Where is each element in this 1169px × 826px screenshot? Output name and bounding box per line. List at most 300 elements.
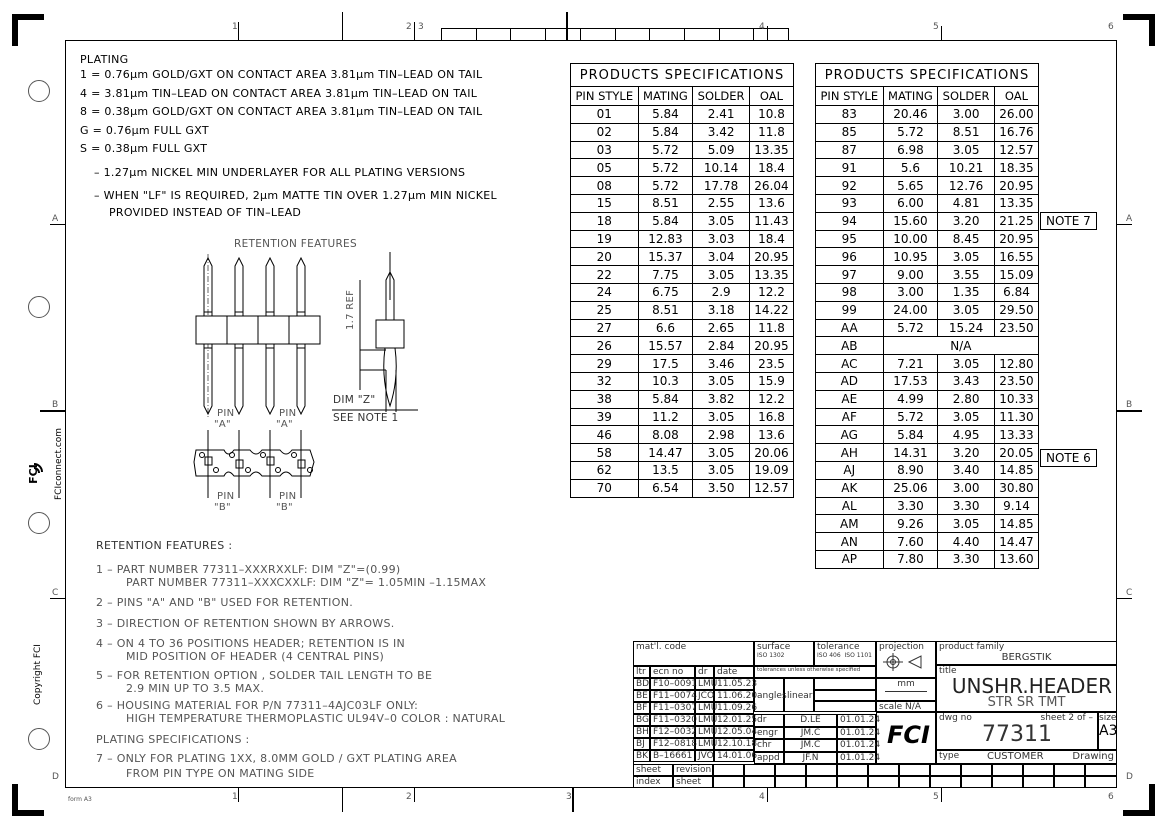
rev-letter: BD	[633, 678, 650, 690]
solder-cell: 4.40	[938, 533, 995, 551]
solder-cell: 3.20	[938, 444, 995, 462]
table-row	[571, 337, 794, 355]
pin-style-cell: 39	[571, 408, 639, 426]
pin-style-cell: AF	[816, 408, 884, 426]
pin-b-label: PIN	[217, 491, 235, 502]
oal-cell: 6.84	[994, 283, 1038, 301]
solder-cell: 12.76	[938, 177, 995, 195]
mating-cell: 3.30	[883, 497, 938, 515]
pin-style-cell: 83	[816, 106, 884, 124]
see-note-label: SEE NOTE 1	[333, 412, 399, 424]
index-grid-cell	[1054, 776, 1085, 788]
mating-cell: 14.47	[638, 444, 693, 462]
index-grid-cell	[961, 776, 992, 788]
table-row	[816, 390, 1039, 408]
oal-cell: 13.6	[749, 194, 793, 212]
pin-style-cell: 25	[571, 301, 639, 319]
solder-cell: 3.05	[938, 141, 995, 159]
table-row	[816, 194, 1039, 212]
pin-style-cell: 70	[571, 479, 639, 497]
mating-cell: 5.72	[638, 141, 693, 159]
pin-style-cell: 01	[571, 106, 639, 124]
zone-label: A	[52, 214, 59, 224]
mating-cell: 17.5	[638, 355, 693, 373]
mating-cell: 5.84	[638, 123, 693, 141]
mating-cell: 15.60	[883, 212, 938, 230]
zone-label: B	[52, 400, 59, 410]
solder-cell: 2.80	[938, 390, 995, 408]
drawing-title-main: UNSHR.HEADER	[951, 674, 1112, 698]
oal-cell: 26.04	[749, 177, 793, 195]
zone-label: 5	[933, 22, 939, 32]
solder-cell: 10.14	[693, 159, 750, 177]
solder-cell: 2.9	[693, 283, 750, 301]
table-row	[571, 408, 794, 426]
index-grid-cell	[930, 776, 961, 788]
solder-cell: 3.43	[938, 372, 995, 390]
rev-letter: BK	[633, 750, 650, 762]
table-row	[816, 248, 1039, 266]
rev-date: 11.05.23	[714, 678, 754, 690]
table-row	[571, 159, 794, 177]
note-7-callout: NOTE 7	[1040, 212, 1097, 230]
side-url: FCIconnect.com	[54, 427, 64, 500]
ecn-number: F12–0818	[650, 738, 695, 750]
table-row	[571, 355, 794, 373]
oal-cell: 16.8	[749, 408, 793, 426]
oal-cell: 14.85	[994, 461, 1038, 479]
ecn-number: F11–0320	[650, 714, 695, 726]
table-row	[816, 515, 1039, 533]
pin-style-cell: AL	[816, 497, 884, 515]
pin-style-cell: AM	[816, 515, 884, 533]
oal-cell: 13.35	[994, 194, 1038, 212]
oal-cell: 20.95	[994, 230, 1038, 248]
note-6-callout: NOTE 6	[1040, 449, 1097, 467]
corner-mark	[12, 784, 44, 816]
table-row	[816, 408, 1039, 426]
mating-cell: 25.06	[883, 479, 938, 497]
projection-symbol-icon	[879, 652, 931, 672]
solder-cell: 1.35	[938, 283, 995, 301]
pin-style-cell: 46	[571, 426, 639, 444]
table-row	[816, 301, 1039, 319]
solder-cell: 5.09	[693, 141, 750, 159]
solder-cell: 17.78	[693, 177, 750, 195]
pin-style-cell: 18	[571, 212, 639, 230]
type-cell: type CUSTOMER Drawing	[936, 750, 1117, 764]
pin-style-cell: 87	[816, 141, 884, 159]
solder-cell: 10.21	[938, 159, 995, 177]
solder-cell: 3.30	[938, 550, 995, 568]
plating-line: 8 = 0.38µm GOLD/GXT ON CONTACT AREA 3.81µm TIN–LEAD ON TAIL	[80, 105, 483, 118]
drafter: LMU	[695, 714, 714, 726]
rev-header: ltr	[633, 666, 650, 678]
specs-table-left	[570, 63, 794, 498]
rev-letter: BJ	[633, 738, 650, 750]
signoff-date: 01.01.24	[837, 727, 876, 740]
plating-spec-note: FROM PIN TYPE ON MATING SIDE	[126, 767, 315, 780]
mating-cell: 5.72	[638, 177, 693, 195]
corner-mark	[1123, 784, 1155, 816]
solder-cell: 8.45	[938, 230, 995, 248]
oal-cell: 10.8	[749, 106, 793, 124]
oal-cell: 16.55	[994, 248, 1038, 266]
index-grid-cell	[806, 764, 837, 776]
solder-cell: 2.41	[693, 106, 750, 124]
index-grid-cell	[930, 764, 961, 776]
retention-note: 4 – ON 4 TO 36 POSITIONS HEADER; RETENTION IS IN	[96, 637, 406, 650]
signoff-name: JM.C	[784, 727, 837, 740]
mating-cell: 3.00	[883, 283, 938, 301]
solder-cell: 3.18	[693, 301, 750, 319]
oal-cell: 13.35	[749, 141, 793, 159]
svg-text:FCI: FCI	[27, 464, 40, 484]
mating-cell: 8.90	[883, 461, 938, 479]
table-row	[816, 141, 1039, 159]
pin-style-cell: 08	[571, 177, 639, 195]
table-row	[571, 212, 794, 230]
zone-label: 2	[406, 792, 412, 802]
solder-cell: 3.03	[693, 230, 750, 248]
drafter: LMU	[695, 738, 714, 750]
index-grid-cell	[961, 764, 992, 776]
zone-label: C	[52, 588, 59, 598]
pin-style-cell: 94	[816, 212, 884, 230]
index-grid-cell	[868, 764, 899, 776]
solder-cell: 3.55	[938, 266, 995, 284]
mating-cell: 13.5	[638, 461, 693, 479]
mating-cell: 5.72	[883, 123, 938, 141]
corner-mark	[12, 14, 44, 46]
mating-cell: 10.3	[638, 372, 693, 390]
mating-cell: 17.53	[883, 372, 938, 390]
zone-label: 1	[232, 792, 238, 802]
dwg-no-cell: dwg no sheet 2 of – 77311	[936, 712, 1098, 750]
index-grid-cell	[992, 764, 1023, 776]
drafter: LMU	[695, 702, 714, 714]
mating-cell: 6.98	[883, 141, 938, 159]
mating-cell: 4.99	[883, 390, 938, 408]
zone-label: D	[52, 772, 59, 782]
zone-label: 1	[232, 22, 238, 32]
oal-cell: 18.4	[749, 159, 793, 177]
zone-label: 6	[1108, 792, 1114, 802]
pin-style-cell: 03	[571, 141, 639, 159]
drawing-number: 77311	[982, 722, 1052, 747]
matl-code-cell: mat'l. code	[633, 641, 754, 666]
oal-cell: 11.8	[749, 123, 793, 141]
index-grid-cell	[713, 776, 744, 788]
oal-cell: 15.9	[749, 372, 793, 390]
table-row	[571, 461, 794, 479]
mating-cell: 7.75	[638, 266, 693, 284]
oal-cell: 12.57	[994, 141, 1038, 159]
oal-cell: 20.05	[994, 444, 1038, 462]
pin-style-cell: AA	[816, 319, 884, 337]
linear-cell: linear	[784, 678, 814, 712]
pin-style-cell: AG	[816, 426, 884, 444]
mating-cell: 10.95	[883, 248, 938, 266]
table-row	[571, 177, 794, 195]
fci-logo-cell	[876, 712, 936, 764]
solder-cell: 3.05	[693, 372, 750, 390]
pin-style-cell: 96	[816, 248, 884, 266]
retention-note: 6 – HOUSING MATERIAL FOR P/N 77311–4AJC03LF ONLY:	[96, 699, 419, 712]
col-header: PIN STYLE	[816, 87, 884, 106]
pin-style-cell: 19	[571, 230, 639, 248]
col-header: OAL	[994, 87, 1038, 106]
plating-line: 4 = 3.81µm TIN–LEAD ON CONTACT AREA 3.81µm TIN–LEAD ON TAIL	[80, 87, 478, 100]
index-grid-cell	[1023, 776, 1054, 788]
mating-cell: 24.00	[883, 301, 938, 319]
mating-cell: 5.84	[883, 426, 938, 444]
pin-b-quote: "B"	[276, 502, 293, 513]
pin-style-cell: 05	[571, 159, 639, 177]
rev-date: 12.05.04	[714, 726, 754, 738]
oal-cell: 14.22	[749, 301, 793, 319]
table-title: PRODUCTS SPECIFICATIONS	[571, 64, 794, 87]
solder-cell: 3.05	[938, 355, 995, 373]
mating-cell: 11.2	[638, 408, 693, 426]
plating-note: – 1.27µm NICKEL MIN UNDERLAYER FOR ALL PLATING VERSIONS	[94, 166, 466, 179]
pin-style-cell: 27	[571, 319, 639, 337]
pin-a-label: PIN	[217, 408, 235, 419]
plating-note: PROVIDED INSTEAD OF TIN–LEAD	[109, 206, 302, 219]
pin-style-cell: 62	[571, 461, 639, 479]
oal-cell: 9.14	[994, 497, 1038, 515]
mating-cell: 5.84	[638, 212, 693, 230]
table-row	[571, 372, 794, 390]
zone-label: 3	[566, 792, 572, 802]
mating-cell: 5.65	[883, 177, 938, 195]
signoff-role: engr	[754, 727, 784, 740]
pin-style-cell: 29	[571, 355, 639, 373]
product-family-cell: product family BERGSTIK	[936, 641, 1117, 665]
rev-letter: BE	[633, 690, 650, 702]
retention-heading: RETENTION FEATURES :	[96, 539, 233, 552]
mating-cell: 9.26	[883, 515, 938, 533]
punch-hole	[28, 728, 50, 750]
index-grid-cell	[775, 764, 806, 776]
pin-style-cell: 95	[816, 230, 884, 248]
table-row	[571, 194, 794, 212]
table-row	[816, 319, 1039, 337]
table-row	[571, 141, 794, 159]
signoff-date: 01.01.24	[837, 752, 876, 765]
pin-style-cell: 91	[816, 159, 884, 177]
pin-style-cell: 15	[571, 194, 639, 212]
zone-label: 4	[759, 792, 765, 802]
solder-cell: 2.55	[693, 194, 750, 212]
punch-hole	[28, 296, 50, 318]
pin-a-quote: "A"	[214, 419, 231, 430]
solder-cell: 3.30	[938, 497, 995, 515]
pin-style-cell: AP	[816, 550, 884, 568]
fci-logo-icon	[18, 460, 44, 486]
signoff-name: D.LE	[784, 714, 837, 727]
plating-line: S = 0.38µm FULL GXT	[80, 142, 208, 155]
zone-label: A	[1126, 214, 1133, 224]
pin-b-quote: "B"	[214, 502, 231, 513]
na-cell: N/A	[883, 337, 1038, 355]
pin-style-cell: 97	[816, 266, 884, 284]
sheet-index-label: sheet	[633, 764, 673, 776]
pin-style-cell: 58	[571, 444, 639, 462]
mating-cell: 9.00	[883, 266, 938, 284]
mating-cell: 7.60	[883, 533, 938, 551]
table-row	[816, 444, 1039, 462]
table-row	[816, 533, 1039, 551]
oal-cell: 12.2	[749, 283, 793, 301]
oal-cell: 21.25	[994, 212, 1038, 230]
drawing-title-sub: STR SR TMT	[987, 695, 1066, 710]
zone-label: 5	[933, 792, 939, 802]
mating-cell: 7.21	[883, 355, 938, 373]
solder-cell: 2.65	[693, 319, 750, 337]
table-row	[571, 123, 794, 141]
pin-style-cell: AE	[816, 390, 884, 408]
oal-cell: 12.57	[749, 479, 793, 497]
table-row	[816, 426, 1039, 444]
table-row	[571, 230, 794, 248]
ecn-number: F11–0074	[650, 690, 695, 702]
oal-cell: 26.00	[994, 106, 1038, 124]
mating-cell: 10.00	[883, 230, 938, 248]
drafter: LMU	[695, 678, 714, 690]
mating-cell: 8.51	[638, 194, 693, 212]
zone-label: 4	[759, 22, 765, 32]
solder-cell: 3.05	[938, 515, 995, 533]
pin-style-cell: AC	[816, 355, 884, 373]
solder-cell: 3.04	[693, 248, 750, 266]
side-copyright: Copyright FCI	[33, 644, 43, 705]
solder-cell: 4.95	[938, 426, 995, 444]
rev-header: ecn no	[650, 666, 695, 678]
retention-note: PART NUMBER 77311–XXXCXXLF: DIM "Z"= 1.05MIN –1.15MAX	[126, 576, 487, 589]
mating-cell: 6.75	[638, 283, 693, 301]
pin-style-cell: 93	[816, 194, 884, 212]
index-grid-cell	[1054, 764, 1085, 776]
index-grid-cell	[899, 776, 930, 788]
ecn-number: F11–0307	[650, 702, 695, 714]
index-grid-cell	[744, 764, 775, 776]
pin-a-quote: "A"	[276, 419, 293, 430]
table-row	[571, 301, 794, 319]
table-row	[816, 461, 1039, 479]
mating-cell: 5.72	[883, 408, 938, 426]
table-row	[571, 426, 794, 444]
dim-ref-label: 1.7 REF	[345, 289, 356, 330]
drafter: JCO	[695, 690, 714, 702]
table-row	[816, 266, 1039, 284]
mating-cell: 6.6	[638, 319, 693, 337]
table-row	[816, 230, 1039, 248]
solder-cell: 3.00	[938, 479, 995, 497]
mating-cell: 5.72	[883, 319, 938, 337]
rev-header: date	[714, 666, 754, 678]
table-row	[571, 248, 794, 266]
oal-cell: 10.33	[994, 390, 1038, 408]
oal-cell: 15.09	[994, 266, 1038, 284]
rev-date: 14.01.06	[714, 750, 754, 762]
oal-cell: 20.95	[749, 248, 793, 266]
solder-cell: 3.05	[693, 444, 750, 462]
surface-cell: surface ISO 1302	[754, 641, 814, 666]
oal-cell: 18.4	[749, 230, 793, 248]
ecn-number: B–16661	[650, 750, 695, 762]
plating-spec-heading: PLATING SPECIFICATIONS :	[96, 733, 250, 746]
pin-style-cell: 22	[571, 266, 639, 284]
index-grid-cell	[992, 776, 1023, 788]
oal-cell: 13.60	[994, 550, 1038, 568]
index-grid-cell	[837, 764, 868, 776]
top-revision-strip	[441, 28, 789, 41]
table-row	[571, 479, 794, 497]
mating-cell: 5.72	[638, 159, 693, 177]
signoff-role: dr	[754, 714, 784, 727]
pin-style-cell: AJ	[816, 461, 884, 479]
solder-cell: 3.05	[693, 266, 750, 284]
fci-logo: FCI	[887, 721, 930, 749]
solder-cell: 3.50	[693, 479, 750, 497]
pin-style-cell: AN	[816, 533, 884, 551]
solder-cell: 3.05	[938, 301, 995, 319]
oal-cell: 19.09	[749, 461, 793, 479]
oal-cell: 12.2	[749, 390, 793, 408]
solder-cell: 3.00	[938, 106, 995, 124]
table-row	[816, 106, 1039, 124]
oal-cell: 16.76	[994, 123, 1038, 141]
rev-letter: BF	[633, 702, 650, 714]
table-row	[816, 177, 1039, 195]
solder-cell: 4.81	[938, 194, 995, 212]
index-grid-cell	[713, 764, 744, 776]
index-grid-cell	[775, 776, 806, 788]
scale-cell: scale N/A	[876, 701, 936, 712]
table-row	[816, 550, 1039, 568]
zone-label: D	[1126, 772, 1133, 782]
oal-cell: 11.8	[749, 319, 793, 337]
title-cell: title UNSHR.HEADER STR SR TMT	[936, 665, 1117, 712]
zone-label: C	[1126, 588, 1133, 598]
drafter: JVO	[695, 750, 714, 762]
signoff-date: 01.01.24	[837, 739, 876, 752]
mating-cell: 7.80	[883, 550, 938, 568]
ecn-number: F10–0091	[650, 678, 695, 690]
solder-cell: 3.40	[938, 461, 995, 479]
index-grid-cell	[899, 764, 930, 776]
rev-header: dr	[695, 666, 714, 678]
solder-cell: 3.42	[693, 123, 750, 141]
solder-cell: 3.05	[938, 248, 995, 266]
retention-note: 2 – PINS "A" AND "B" USED FOR RETENTION.	[96, 596, 354, 609]
pin-style-cell: AB	[816, 337, 884, 355]
oal-cell: 13.35	[749, 266, 793, 284]
pin-style-cell: 98	[816, 283, 884, 301]
plating-line: G = 0.76µm FULL GXT	[80, 124, 209, 137]
corner-mark	[1123, 14, 1155, 46]
solder-cell: 2.98	[693, 426, 750, 444]
oal-cell: 20.95	[749, 337, 793, 355]
oal-cell: 23.5	[749, 355, 793, 373]
pin-style-cell: 85	[816, 123, 884, 141]
zone-label: 6	[1108, 22, 1114, 32]
retention-note: 2.9 MIN UP TO 3.5 MAX.	[126, 682, 265, 695]
signoff-date: 01.01.24	[837, 714, 876, 727]
angles-cell: angles	[754, 678, 784, 712]
mating-cell: 8.51	[638, 301, 693, 319]
